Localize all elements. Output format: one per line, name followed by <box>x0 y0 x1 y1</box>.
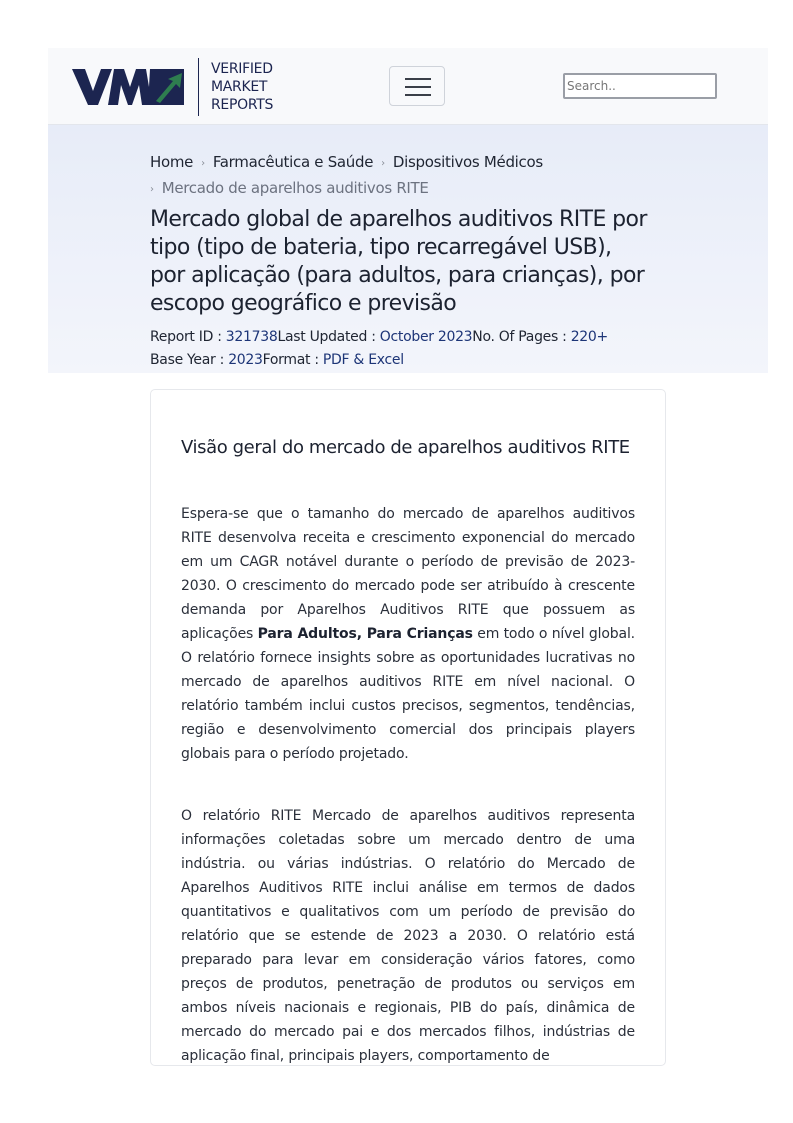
base-year-label: Base Year : <box>150 352 229 368</box>
hamburger-icon <box>405 86 431 88</box>
breadcrumb-home-link[interactable]: Home <box>150 153 194 171</box>
pages-value: 220+ <box>570 329 608 345</box>
overview-card <box>150 389 666 1066</box>
search-input[interactable] <box>563 73 717 99</box>
pages-label: No. Of Pages : <box>472 329 571 345</box>
last-updated-label: Last Updated : <box>277 329 380 345</box>
navbar <box>48 48 768 125</box>
overview-paragraph <box>181 502 635 766</box>
chevron-right-icon: › <box>150 184 154 195</box>
base-year-value: 2023 <box>228 352 263 368</box>
breadcrumb-pharma-link[interactable]: Farmacêutica e Saúde <box>212 153 374 171</box>
vmr-logo-icon <box>72 67 184 107</box>
last-updated-value: October 2023 <box>379 329 473 345</box>
logo-divider <box>198 58 199 116</box>
paragraph-text: Espera-se que o tamanho do mercado de aparelhos auditivos RITE desenvolva receita e crescimento exponencial do mercado em um CAGR notável durante o período de previsão de 2023-2030. O crescimento do mercado pode ser atribuído à crescente demanda por Aparelhos Auditivos RITE que possuem as aplicações <box>181 506 635 642</box>
hamburger-icon <box>405 78 431 80</box>
breadcrumb-current: Mercado de aparelhos auditivos RITE <box>161 179 429 197</box>
breadcrumb-devices-link[interactable]: Dispositivos Médicos <box>392 153 543 171</box>
menu-toggle-button[interactable] <box>389 66 445 106</box>
report-id-label: Report ID : <box>150 329 226 345</box>
format-label: Format : <box>262 352 323 368</box>
report-meta <box>150 326 670 372</box>
hamburger-icon <box>405 94 431 96</box>
site-logo[interactable] <box>72 58 282 116</box>
applications-highlight: Para Adultos, Para Crianças <box>257 626 473 642</box>
paragraph-text: em todo o nível global. O relatório fornece insights sobre as oportunidades lucrativas no mercado de aparelhos auditivos RITE em nível nacional. O relatório também inclui custos precisos, segmentos, tendências, região e desenvolvimento comercial dos principais players globais para o período projetado. <box>181 626 635 762</box>
report-hero <box>48 125 768 373</box>
overview-paragraph: O relatório RITE Mercado de aparelhos auditivos representa informações coletadas sobre um mercado dentro de uma indústria. ou várias indústrias. O relatório do Mercado de Aparelhos Auditivos RITE inclui análise em termos de dados quantitativos e qualitativos com um período de previsão do relatório que se estende de 2023 a 2030. O relatório está preparado para levar em consideração vários fatores, como preços de produtos, penetração de produtos ou serviços em ambos níveis nacionais e regionais, PIB do país, dinâmica de mercado do mercado pai e dos mercados filhos, indústrias de aplicação final, principais players, comportamento de <box>181 808 635 1064</box>
report-id-value: 321738 <box>225 329 278 345</box>
chevron-right-icon: › <box>381 158 385 169</box>
logo-line: VERIFIED <box>211 61 273 77</box>
logo-line: MARKET <box>211 79 268 95</box>
format-value: PDF & Excel <box>322 352 404 368</box>
chevron-right-icon: › <box>201 158 205 169</box>
page-title: Mercado global de aparelhos auditivos RITE por tipo (tipo de bateria, tipo recarregável USB), por aplicação (para adultos, para crianças), por escopo geográfico e previsão <box>150 207 647 316</box>
overview-heading: Visão geral do mercado de aparelhos auditivos RITE <box>181 437 630 458</box>
breadcrumb <box>150 150 650 202</box>
logo-line: REPORTS <box>211 97 274 113</box>
logo-wordmark <box>211 60 273 114</box>
